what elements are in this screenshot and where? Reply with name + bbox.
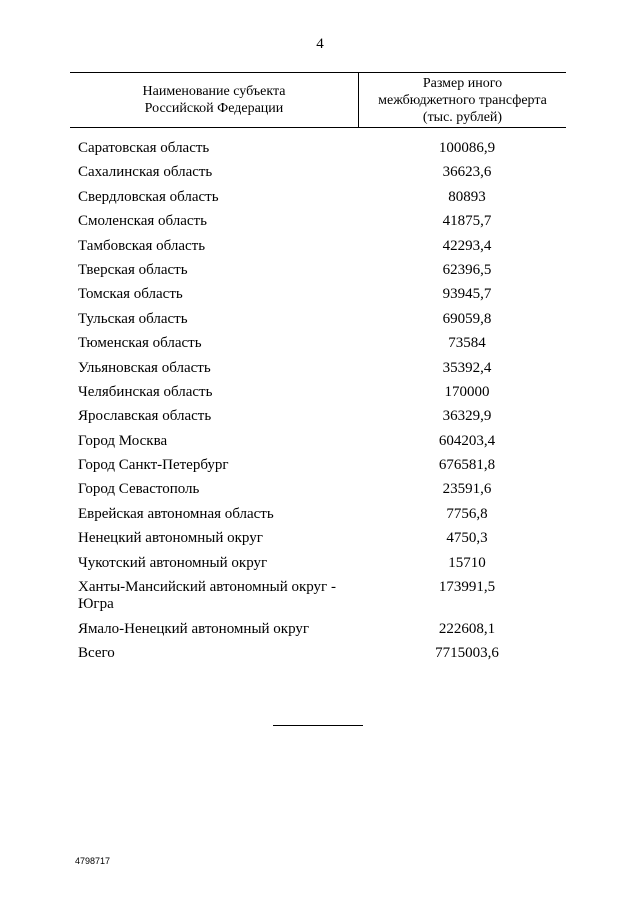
subject-name-cell: Тверская область: [78, 261, 188, 278]
transfer-amount-cell: 170000: [444, 383, 490, 400]
subject-name-cell: Тамбовская область: [78, 237, 206, 254]
subject-name-cell: Челябинская область: [78, 383, 213, 400]
table-row: [70, 262, 566, 286]
transfer-table: [70, 72, 566, 670]
table-row: [70, 555, 566, 579]
subject-name-cell: Чукотский автономный округ: [78, 554, 268, 571]
subject-name-cell: Ямало-Ненецкий автономный округ: [78, 621, 310, 638]
transfer-amount-cell: 7756,8: [446, 505, 488, 522]
transfer-amount-cell: 41875,7: [442, 213, 492, 230]
transfer-amount-cell: 4750,3: [446, 530, 488, 547]
table-row: [70, 189, 566, 213]
subject-name-cell: Саратовская область: [78, 140, 210, 156]
transfer-amount-cell: 93945,7: [442, 286, 492, 303]
table-header-rule: [70, 127, 566, 128]
table-row: [70, 286, 566, 310]
subject-name-cell: Смоленская область: [78, 213, 207, 230]
subject-name-cell: Свердловская область: [78, 188, 219, 205]
header-subject-name-text: Наименование субъекта Российской Федерации: [142, 84, 286, 116]
table-row: [70, 433, 566, 457]
table-row: [70, 506, 566, 530]
end-rule: [273, 725, 363, 726]
subject-name-cell: Еврейская автономная область: [78, 505, 274, 522]
table-row: [70, 481, 566, 505]
table-row: [70, 645, 566, 669]
table-row: [70, 360, 566, 384]
table-row: [70, 140, 566, 164]
transfer-amount-cell: 35392,4: [442, 359, 492, 376]
table-row: [70, 164, 566, 188]
transfer-amount-cell: 42293,4: [442, 237, 492, 254]
transfer-amount-cell: 222608,1: [438, 621, 496, 638]
subject-name-cell: Тюменская область: [78, 335, 202, 352]
table-row: [70, 457, 566, 481]
transfer-amount-cell: 62396,5: [442, 261, 492, 278]
subject-name-cell: Город Санкт-Петербург: [78, 457, 229, 474]
transfer-amount-cell: 15710: [448, 554, 486, 571]
subject-name-cell: Ульяновская область: [78, 359, 211, 376]
header-transfer-amount-text: Размер иного межбюджетного трансферта (тыс. рублей): [378, 75, 547, 125]
table-row: [70, 579, 566, 621]
subject-name-cell: Всего: [78, 645, 115, 662]
transfer-amount-cell: 173991,5: [438, 579, 496, 596]
transfer-amount-cell: 36623,6: [442, 164, 492, 181]
table-row: [70, 384, 566, 408]
page-number: 4: [316, 36, 324, 52]
table-row: [70, 213, 566, 237]
transfer-amount-cell: 80893: [448, 188, 486, 205]
transfer-amount-cell: 100086,9: [438, 140, 496, 156]
header-transfer-amount: [359, 73, 566, 127]
subject-name-cell: Сахалинская область: [78, 164, 213, 181]
table-row: [70, 335, 566, 359]
subject-name-cell: Город Москва: [78, 432, 168, 449]
transfer-amount-cell: 69059,8: [442, 310, 492, 327]
table-row: [70, 408, 566, 432]
transfer-amount-cell: 23591,6: [442, 481, 492, 498]
subject-name-cell: Ярославская область: [78, 408, 212, 425]
table-row: [70, 238, 566, 262]
header-subject-name: [70, 73, 359, 127]
transfer-amount-cell: 604203,4: [438, 432, 496, 449]
table-row: [70, 621, 566, 645]
transfer-amount-cell: 676581,8: [438, 457, 496, 474]
document-code: 4798717: [75, 856, 111, 866]
transfer-amount-cell: 73584: [448, 335, 486, 352]
table-header: [70, 73, 566, 127]
table-row: [70, 311, 566, 335]
subject-name-cell: Тульская область: [78, 310, 188, 327]
subject-name-cell: Ненецкий автономный округ: [78, 530, 263, 547]
table-row: [70, 530, 566, 554]
transfer-amount-cell: 36329,9: [442, 408, 492, 425]
subject-name-cell: Томская область: [78, 286, 183, 303]
subject-name-cell: Ханты-Мансийский автономный округ - Югра: [78, 579, 336, 613]
subject-name-cell: Город Севастополь: [78, 481, 200, 498]
transfer-amount-cell: 7715003,6: [435, 645, 499, 662]
table-body: [70, 140, 566, 670]
